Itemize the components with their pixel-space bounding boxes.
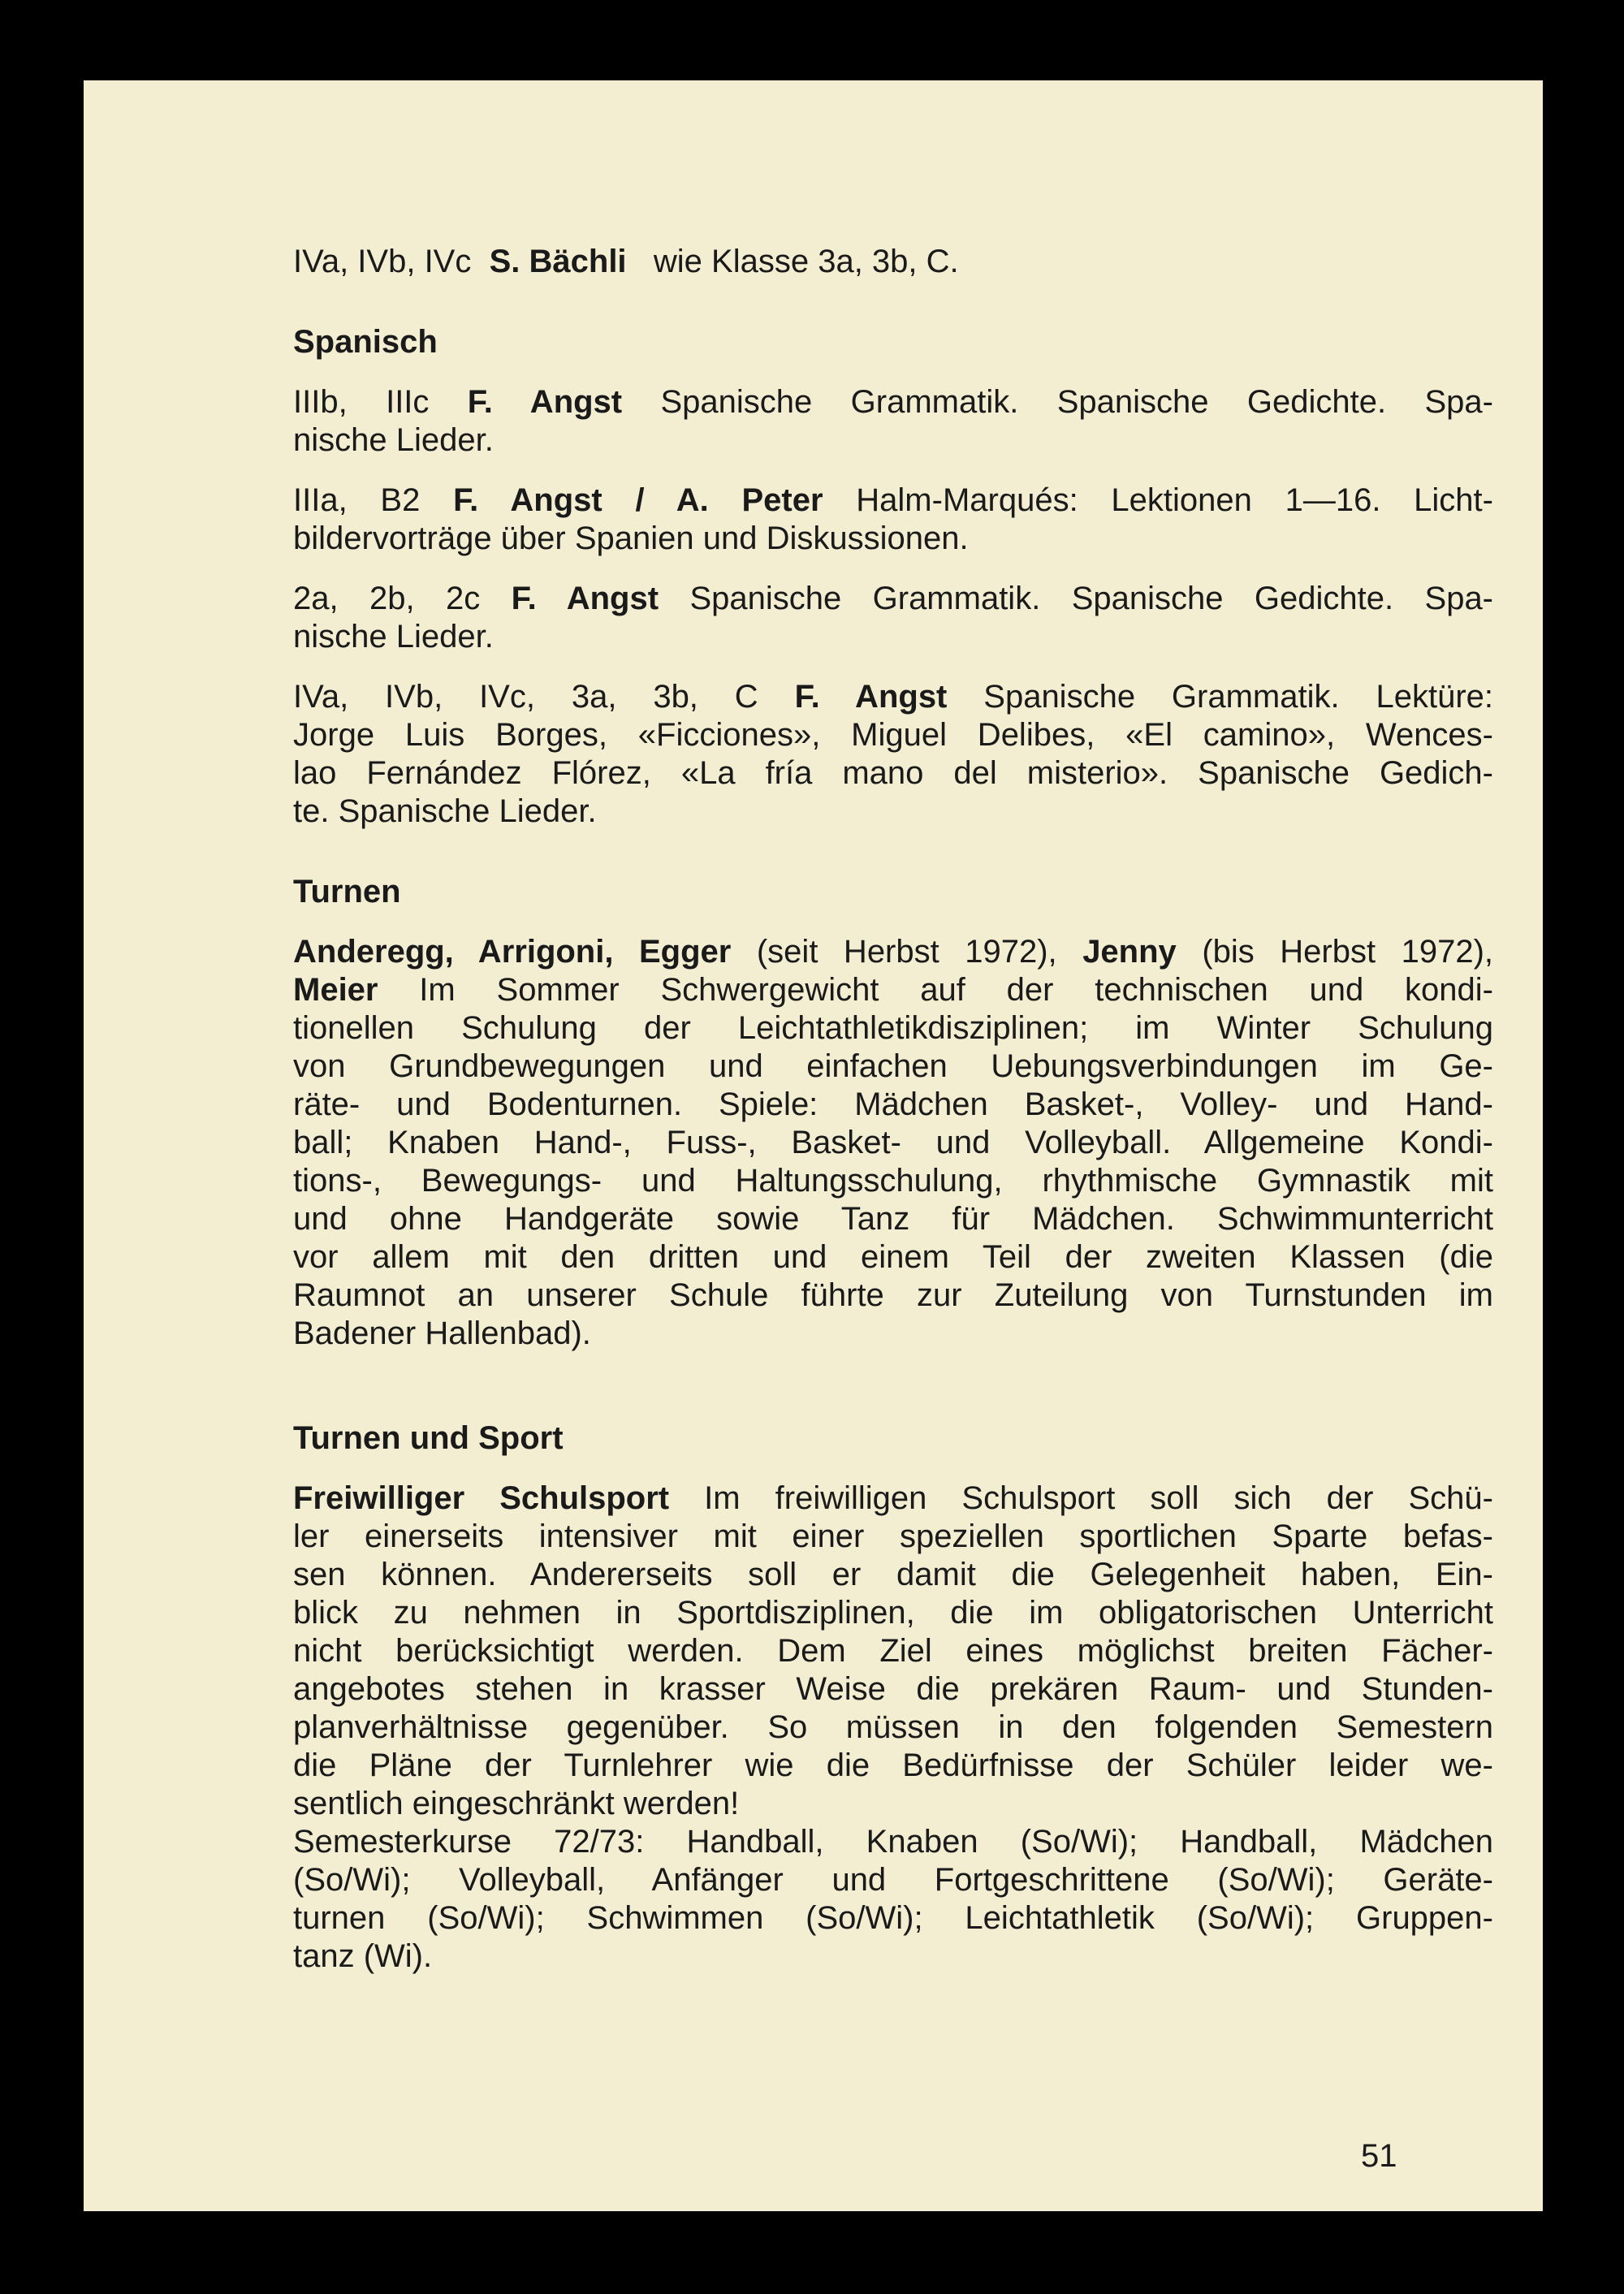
document-page xyxy=(84,80,1543,2211)
entry-freiwilliger-schulsport xyxy=(293,1480,1493,1976)
entry-text: Halm-Marqués: Lektionen 1—16. Licht- xyxy=(856,482,1493,518)
entry-text: blick zu nehmen in Sportdisziplinen, die im obligatorischen Unterricht xyxy=(293,1595,1493,1631)
entry-text: (So/Wi); Volleyball, Anfänger und Fortgeschrittene (So/Wi); Geräte- xyxy=(293,1862,1493,1898)
page-number: 51 xyxy=(1361,2138,1397,2174)
entry-text: te. Spanische Lieder. xyxy=(293,793,597,829)
entry-text: bildervorträge über Spanien und Diskussionen. xyxy=(293,521,969,556)
entry-text: nicht berücksichtigt werden. Dem Ziel eines möglichst breiten Fächer- xyxy=(293,1633,1493,1669)
entry-text: angebotes stehen in krasser Weise die prekären Raum- und Stunden- xyxy=(293,1671,1493,1707)
entry-text: sen können. Andererseits soll er damit die Gelegenheit haben, Ein- xyxy=(293,1557,1493,1592)
subheading: Freiwilliger Schulsport xyxy=(293,1480,670,1516)
entry-text: Jorge Luis Borges, «Ficciones», Miguel Delibes, «El camino», Wences- xyxy=(293,717,1493,753)
entry-spanisch-3 xyxy=(293,580,1493,656)
entry-text: räte- und Bodenturnen. Spiele: Mädchen Basket-, Volley- und Hand- xyxy=(293,1087,1493,1122)
entry-text: Im Sommer Schwergewicht auf der technischen und kondi- xyxy=(419,972,1493,1008)
class-list: IIIa, B2 xyxy=(293,482,421,518)
entry-iv-baechli xyxy=(293,243,1493,281)
section-heading-turnen: Turnen xyxy=(293,874,401,909)
entry-text: (seit Herbst 1972), xyxy=(756,934,1057,970)
section-heading-turnen-und-sport: Turnen und Sport xyxy=(293,1420,564,1456)
entry-text: Spanische Grammatik. Spanische Gedichte. Spa- xyxy=(689,581,1494,616)
entry-text: von Grundbewegungen und einfachen Uebungsverbindungen im Ge- xyxy=(293,1048,1493,1084)
entry-text: nische Lieder. xyxy=(293,619,494,655)
entry-text: nische Lieder. xyxy=(293,422,494,458)
teacher-name: S. Bächli xyxy=(489,244,627,279)
class-list: IIIb, IIIc xyxy=(293,384,430,420)
class-list: IVa, IVb, IVc, 3a, 3b, C xyxy=(293,679,758,715)
teacher-names: Anderegg, Arrigoni, Egger xyxy=(293,934,732,970)
entry-text: Spanische Grammatik. Lektüre: xyxy=(983,679,1494,715)
entry-text: Spanische Grammatik. Spanische Gedichte. Spa- xyxy=(660,384,1493,420)
entry-text: Badener Hallenbad). xyxy=(293,1315,591,1351)
teacher-name: Jenny xyxy=(1082,934,1177,970)
entry-text: tions-, Bewegungs- und Haltungsschulung, rhythmische Gymnastik mit xyxy=(293,1163,1493,1199)
entry-spanisch-2 xyxy=(293,482,1493,558)
teacher-name: F. Angst xyxy=(794,679,948,715)
class-list: IVa, IVb, IVc xyxy=(293,244,472,279)
entry-text: tionellen Schulung der Leichtathletikdisziplinen; im Winter Schulung xyxy=(293,1010,1493,1046)
entry-text: ball; Knaben Hand-, Fuss-, Basket- und Volleyball. Allgemeine Kondi- xyxy=(293,1125,1493,1160)
teacher-name: F. Angst / A. Peter xyxy=(453,482,823,518)
entry-turnen xyxy=(293,933,1493,1353)
entry-text: die Pläne der Turnlehrer wie die Bedürfnisse der Schüler leider we- xyxy=(293,1748,1493,1783)
entry-text: vor allem mit den dritten und einem Teil der zweiten Klassen (die xyxy=(293,1239,1493,1275)
entry-text: tanz (Wi). xyxy=(293,1938,433,1974)
entry-text: lao Fernández Flórez, «La fría mano del misterio». Spanische Gedich- xyxy=(293,755,1493,791)
entry-text: sentlich eingeschränkt werden! xyxy=(293,1786,740,1821)
teacher-name: F. Angst xyxy=(511,581,659,616)
entry-text: planverhältnisse gegenüber. So müssen in den folgenden Semestern xyxy=(293,1709,1493,1745)
entry-text: Semesterkurse 72/73: Handball, Knaben (So/Wi); Handball, Mädchen xyxy=(293,1824,1493,1860)
entry-spanisch-4 xyxy=(293,678,1493,831)
teacher-name: Meier xyxy=(293,972,378,1008)
entry-text: ler einerseits intensiver mit einer speziellen sportlichen Sparte befas- xyxy=(293,1519,1493,1554)
teacher-name: F. Angst xyxy=(467,384,623,420)
entry-text: und ohne Handgeräte sowie Tanz für Mädchen. Schwimmunterricht xyxy=(293,1201,1493,1237)
entry-text: (bis Herbst 1972), xyxy=(1202,934,1494,970)
entry-text: Im freiwilligen Schulsport soll sich der Schü- xyxy=(704,1480,1493,1516)
page-content xyxy=(293,243,1493,1976)
entry-text: turnen (So/Wi); Schwimmen (So/Wi); Leichtathletik (So/Wi); Gruppen- xyxy=(293,1900,1493,1936)
entry-spanisch-1 xyxy=(293,383,1493,460)
class-list: 2a, 2b, 2c xyxy=(293,581,481,616)
section-heading-spanisch: Spanisch xyxy=(293,324,438,360)
entry-text: Raumnot an unserer Schule führte zur Zuteilung von Turnstunden im xyxy=(293,1277,1493,1313)
entry-text: wie Klasse 3a, 3b, C. xyxy=(653,244,959,279)
